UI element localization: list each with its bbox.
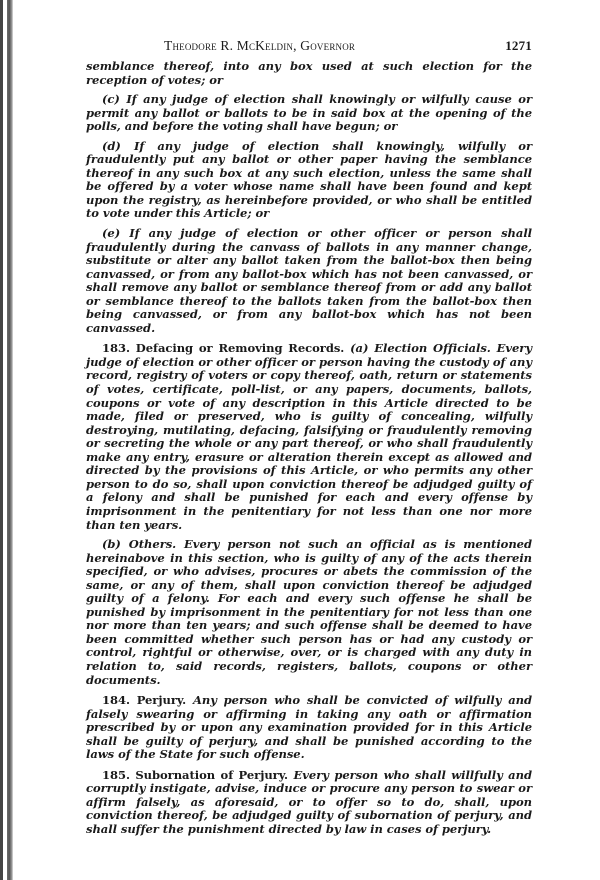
section-185-body: Every person who shall willfully and corruptly instigate, advise, induce or procure any person to swear or affirm falsely, as aforesaid, or to offer so to do, shall, upon conviction thereof, be adjudged guilty of subornation of perjury, and shall suffer the punishment directed by law in cases of perjury. — [86, 767, 532, 836]
paragraph-c: (c) If any judge of election shall knowingly or wilfully cause or permit any ballot or ballots to be in said box at the opening of the polls, and before the voting shall have begun; or — [86, 92, 532, 134]
paragraph-continuation: semblance thereof, into any box used at such election for the reception of votes; or — [86, 59, 532, 87]
scan-edge-shadow — [0, 0, 3, 880]
running-header — [86, 38, 532, 58]
running-title: Theodore R. McKeldin, Governor — [164, 38, 356, 53]
section-183-heading: 183. Defacing or Removing Records. — [102, 341, 345, 356]
paragraph-d: (d) If any judge of election shall knowingly, wilfully or fraudulently put any ballot or other paper having the semblance thereof in any such box at any such election, unless the same shall be offered by a voter whose name shall have been found and kept upon the registry, as hereinbefore provided, or who shall be entitled to vote under this Article; or — [86, 138, 532, 221]
binding-edge — [7, 0, 13, 880]
section-184 — [86, 694, 532, 762]
section-184-heading: 184. Perjury. — [102, 693, 187, 708]
section-185 — [86, 769, 532, 837]
section-183-body: (a) Election Officials. Every judge of election or other officer or person having the custody of any record, registry of voters or copy thereof, oath, return or statements of votes, certificate, poll-list, or any papers, documents, ballots, coupons or vote of any description in this Article directed to be made, filed or preserved, who is guilty of concealing, wilfully destroying, mutilating, defacing, falsifying or fraudulently removing or secreting the whole or any part thereof, or who shall fraudulently make any entry, erasure or alteration therein except as allowed and directed by the provisions of this Article, or who permits any other person to do so, shall upon conviction thereof be adjudged guilty of a felony and shall be punished for each and every offense by imprisonment in the penitentiary for not less than one nor more than ten years. — [86, 341, 532, 532]
page-number: 1271 — [505, 38, 532, 53]
paragraph-e: (e) If any judge of election or other officer or person shall fraudulently during the canvass of ballots in any manner change, substitute or alter any ballot taken from the ballot-box then being canvassed, or from any ballot-box which has not been canvassed, or shall remove any ballot or semblance thereof from or add any ballot or semblance thereof to the ballots taken from the ballot-box then being canvassed, or from any ballot-box which has not been canvassed. — [86, 226, 532, 335]
section-183-b: (b) Others. Every person not such an official as is mentioned hereinabove in this section, who is guilty of any of the acts therein specified, or who advises, procures or abets the commission of the same, or any of them, shall upon conviction thereof be adjudged guilty of a felony. For each and every such offense he shall be punished by imprisonment in the penitentiary for not less than one nor more than ten years; and such offense shall be deemed to have been committed whether such person has or had any custody or control, rightful or otherwise, over, or is charged with any duty in relation to, said records, registers, ballots, coupons or other documents. — [86, 537, 532, 687]
document-page — [86, 38, 532, 837]
section-185-heading: 185. Subornation of Perjury. — [102, 767, 289, 782]
section-184-body: Any person who shall be convicted of wilfully and falsely swearing or affirming in taking any oath or affirmation prescribed by or upon any examination provided for in this Article shall be guilty of perjury, and shall be punished according to the laws of the State for such offense. — [86, 693, 532, 762]
section-183 — [86, 342, 532, 532]
